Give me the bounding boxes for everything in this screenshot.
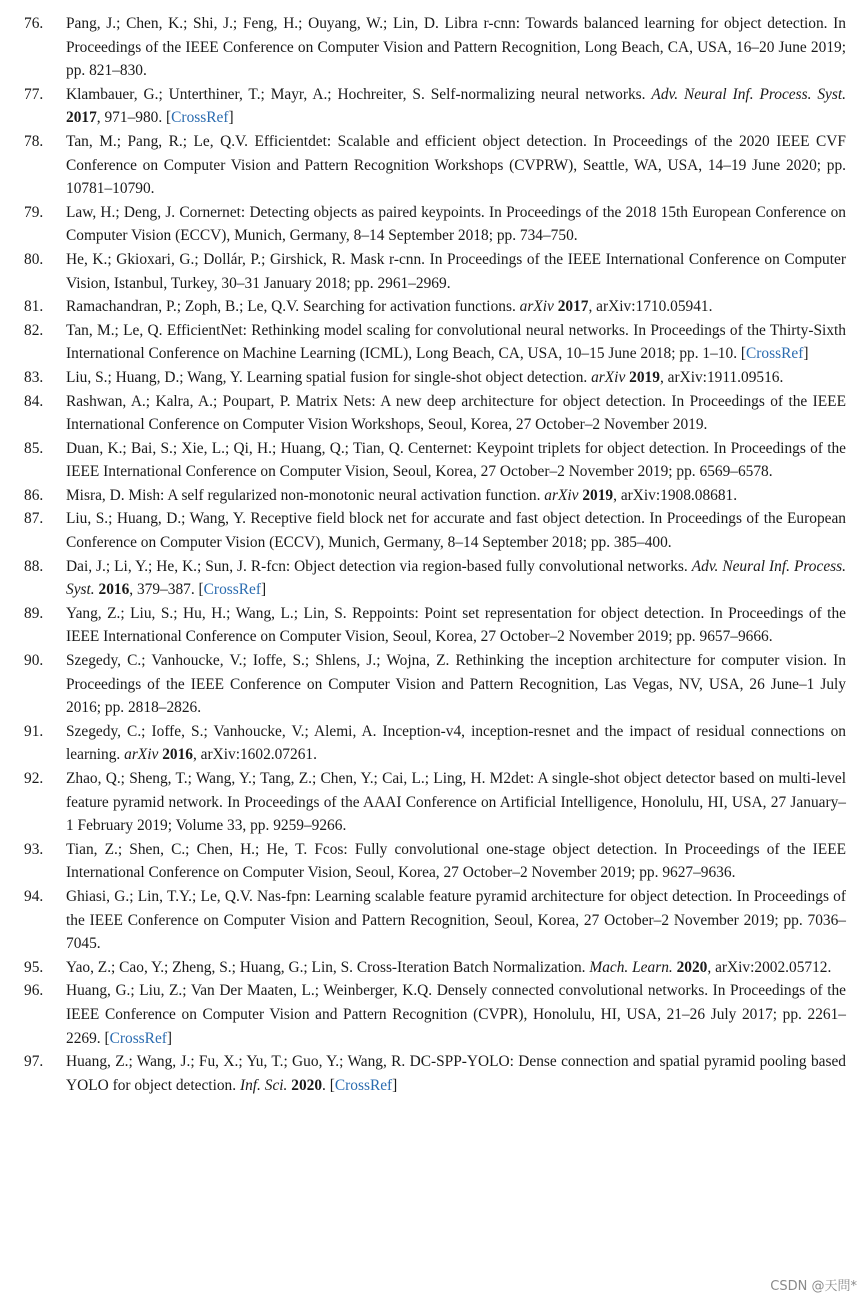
reference-text — [66, 723, 846, 764]
publication-year: 2020 — [291, 1076, 323, 1094]
reference-number: 81. — [24, 298, 44, 316]
reference-segment: , 379–387. [ — [129, 581, 204, 599]
journal-name: Adv. Neural Inf. Process. Syst. — [66, 557, 846, 599]
reference-item — [24, 437, 846, 484]
reference-text — [66, 888, 846, 952]
reference-number: 85. — [24, 439, 44, 457]
reference-segment: , arXiv:2002.05712. — [707, 958, 832, 976]
reference-number: 86. — [24, 486, 44, 504]
reference-text — [66, 959, 831, 976]
reference-item — [24, 484, 846, 508]
journal-name: Adv. Neural Inf. Process. Syst. — [651, 85, 846, 103]
reference-segment: Yang, Z.; Liu, S.; Hu, H.; Wang, L.; Lin, S. Reppoints: Point set representation for object detection. In Proceedings of the IEEE International Conference on Computer Vision, Seoul, Korea, 27 October–2 November 2019; pp. 9657–9666. — [66, 604, 846, 646]
reference-text — [66, 322, 846, 363]
reference-number: 89. — [24, 604, 44, 622]
reference-number: 90. — [24, 652, 44, 670]
reference-segment: Liu, S.; Huang, D.; Wang, Y. Receptive field block net for accurate and fast object detection. In Proceedings of the European Conference on Computer Vision (ECCV), Munich, Germany, 8–14 September 2018; pp. 385–400. — [66, 510, 846, 552]
reference-item — [24, 720, 846, 767]
reference-number: 97. — [24, 1053, 44, 1071]
reference-segment: Szegedy, C.; Ioffe, S.; Vanhoucke, V.; Alemi, A. Inception-v4, inception-resnet and the impact of residual connections on learning. — [66, 722, 846, 764]
reference-segment: , 971–980. [ — [96, 109, 172, 127]
reference-text — [66, 510, 846, 551]
reference-item — [24, 83, 846, 130]
reference-item — [24, 295, 846, 319]
reference-item — [24, 248, 846, 295]
reference-segment: ] — [260, 581, 267, 599]
reference-number: 94. — [24, 887, 44, 905]
reference-segment: Huang, G.; Liu, Z.; Van Der Maaten, L.; Weinberger, K.Q. Densely connected convolutional networks. In Proceedings of the IEEE Conference on Computer Vision and Pattern Recognition (CVPR), Honolulu, HI, USA, 21–26 July 2017; pp. 2261–2269. [ — [66, 982, 846, 1047]
journal-name: Inf. Sci. — [239, 1076, 288, 1094]
reference-item — [24, 507, 846, 554]
reference-number: 80. — [24, 250, 44, 268]
crossref-link[interactable]: CrossRef — [171, 109, 229, 127]
journal-name: arXiv — [591, 368, 626, 386]
reference-segment: Huang, Z.; Wang, J.; Fu, X.; Yu, T.; Guo, Y.; Wang, R. DC-SPP-YOLO: Dense connection and spatial pyramid pooling based YOLO for object detection. — [66, 1053, 846, 1094]
reference-segment: ] — [392, 1076, 398, 1094]
reference-number: 96. — [24, 982, 44, 1000]
reference-segment: ] — [228, 109, 234, 127]
reference-text — [66, 558, 846, 599]
reference-text — [66, 298, 712, 315]
reference-item — [24, 130, 846, 201]
reference-item — [24, 838, 846, 885]
reference-item — [24, 555, 846, 602]
reference-text — [66, 369, 783, 386]
reference-segment: Tan, M.; Le, Q. EfficientNet: Rethinking model scaling for convolutional neural networks. In Proceedings of the Thirty-Sixth International Conference on Machine Learning (ICML), Long Beach, CA, USA, 10–15 June 2018; pp. 1–10. [ — [66, 321, 846, 363]
reference-list — [24, 12, 846, 1097]
reference-number: 82. — [24, 321, 44, 339]
reference-number: 92. — [24, 770, 44, 787]
publication-year: 2019 — [582, 486, 614, 504]
reference-text — [66, 86, 846, 127]
reference-item — [24, 12, 846, 83]
reference-segment: ] — [803, 345, 809, 363]
reference-text — [66, 770, 846, 834]
reference-segment: Rashwan, A.; Kalra, A.; Poupart, P. Matrix Nets: A new deep architecture for object detection. In Proceedings of the IEEE International Conference on Computer Vision Workshops, Seoul, Korea, 27 October–2 November 2019. — [66, 392, 846, 434]
reference-text — [66, 1053, 846, 1094]
reference-segment: Yao, Z.; Cao, Y.; Zheng, S.; Huang, G.; Lin, S. Cross-Iteration Batch Normalization. — [66, 958, 590, 976]
reference-segment: Szegedy, C.; Vanhoucke, V.; Ioffe, S.; Shlens, J.; Wojna, Z. Rethinking the inception architecture for computer vision. In Proceedings of the IEEE Conference on Computer Vision and Pattern Recognition, Las Vegas, NV, USA, 26 June–1 July 2016; pp. 2818–2826. — [66, 652, 846, 717]
journal-name: arXiv — [124, 746, 159, 764]
publication-year: 2016 — [162, 746, 193, 764]
journal-name: Mach. Learn. — [589, 958, 673, 976]
reference-number: 77. — [24, 85, 44, 103]
reference-segment: Liu, S.; Huang, D.; Wang, Y. Learning spatial fusion for single-shot object detection. — [66, 368, 592, 386]
reference-segment: Pang, J.; Chen, K.; Shi, J.; Feng, H.; Ouyang, W.; Lin, D. Libra r-cnn: Towards balanced learning for object detection. In Proceedings of the IEEE Conference on Computer Vision and Pattern Recognition, Long Beach, CA, USA, 16–20 June 2019; pp. 821–830. — [66, 15, 846, 80]
publication-year: 2017 — [66, 109, 97, 127]
reference-segment: Tian, Z.; Shen, C.; Chen, H.; He, T. Fcos: Fully convolutional one-stage object detection. In Proceedings of the IEEE International Conference on Computer Vision, Seoul, Korea, 27 October–2 November 2019; pp. 9627–9636. — [66, 840, 846, 882]
reference-segment: Law, H.; Deng, J. Cornernet: Detecting objects as paired keypoints. In Proceedings of the 2018 15th European Conference on Computer Vision (ECCV), Munich, Germany, 8–14 September 2018; pp. 734–750. — [66, 203, 846, 245]
reference-number: 87. — [24, 510, 44, 528]
reference-number: 76. — [24, 15, 44, 32]
reference-number: 88. — [24, 557, 44, 575]
reference-segment: Ramachandran, P.; Zoph, B.; Le, Q.V. Searching for activation functions. — [66, 298, 520, 316]
reference-text — [66, 440, 846, 481]
reference-segment: , arXiv:1908.08681. — [613, 486, 738, 504]
crossref-link[interactable]: CrossRef — [203, 581, 261, 599]
reference-item — [24, 767, 846, 838]
reference-segment: Dai, J.; Li, Y.; He, K.; Sun, J. R-fcn: Object detection via region-based fully convolutional networks. — [66, 557, 692, 575]
reference-segment: ] — [166, 1029, 173, 1047]
reference-number: 78. — [24, 132, 44, 150]
reference-item — [24, 319, 846, 366]
reference-text — [66, 487, 737, 504]
reference-text — [66, 982, 846, 1046]
reference-text — [66, 251, 846, 292]
crossref-link[interactable]: CrossRef — [334, 1076, 393, 1094]
crossref-link[interactable]: CrossRef — [746, 345, 804, 363]
reference-item — [24, 1050, 846, 1097]
reference-segment: , arXiv:1911.09516. — [659, 368, 784, 386]
reference-item — [24, 366, 846, 390]
reference-item — [24, 956, 846, 980]
reference-segment: Duan, K.; Bai, S.; Xie, L.; Qi, H.; Huang, Q.; Tian, Q. Centernet: Keypoint triplets for object detection. In Proceedings of the IEEE International Conference on Computer Vision, Seoul, Korea, 27 October–2 November 2019; pp. 6569–6578. — [66, 439, 846, 481]
reference-number: 95. — [24, 958, 44, 976]
reference-text — [66, 652, 846, 716]
reference-item — [24, 201, 846, 248]
reference-text — [66, 393, 846, 434]
reference-segment: , arXiv:1602.07261. — [192, 746, 317, 764]
reference-item — [24, 602, 846, 649]
publication-year: 2017 — [557, 298, 589, 316]
reference-segment: , arXiv:1710.05941. — [588, 298, 713, 316]
reference-number: 93. — [24, 840, 44, 858]
reference-item — [24, 390, 846, 437]
reference-segment: Klambauer, G.; Unterthiner, T.; Mayr, A.; Hochreiter, S. Self-normalizing neural networks. — [66, 85, 652, 103]
journal-name: arXiv — [544, 486, 579, 504]
reference-number: 83. — [24, 368, 44, 386]
reference-item — [24, 979, 846, 1050]
journal-name: arXiv — [519, 298, 554, 316]
watermark: CSDN @天問* — [770, 1279, 857, 1294]
reference-item — [24, 885, 846, 956]
reference-number: 79. — [24, 203, 44, 221]
publication-year: 2016 — [98, 581, 130, 599]
crossref-link[interactable]: CrossRef — [109, 1029, 167, 1047]
reference-text — [66, 204, 846, 245]
publication-year: 2020 — [676, 958, 708, 976]
reference-segment: He, K.; Gkioxari, G.; Dollár, P.; Girshick, R. Mask r-cnn. In Proceedings of the IEEE International Conference on Computer Vision, Istanbul, Turkey, 30–31 January 2018; pp. 2961–2969. — [66, 250, 846, 292]
reference-number: 84. — [24, 392, 44, 410]
reference-item — [24, 649, 846, 720]
reference-segment: Misra, D. Mish: A self regularized non-monotonic neural activation function. — [66, 486, 545, 504]
reference-number: 91. — [24, 722, 44, 740]
reference-text — [66, 133, 846, 197]
reference-text — [66, 841, 846, 882]
reference-segment: Tan, M.; Pang, R.; Le, Q.V. Efficientdet: Scalable and efficient object detection. In Proceedings of the 2020 IEEE CVF Conference on Computer Vision and Pattern Recognition Workshops (CVPRW), Seattle, WA, USA, 14–19 June 2020; pp. 10781–10790. — [66, 132, 846, 198]
reference-text — [66, 605, 846, 646]
reference-segment: . [ — [322, 1076, 335, 1094]
publication-year: 2019 — [629, 368, 660, 386]
reference-text — [66, 15, 846, 79]
reference-segment: Zhao, Q.; Sheng, T.; Wang, Y.; Tang, Z.; Chen, Y.; Cai, L.; Ling, H. M2det: A single-shot object detector based on multi-level feature pyramid network. In Proceedings of the AAAI Conference on Artificial Intelligence, Honolulu, HI, USA, 27 January–1 February 2019; Volume 33, pp. 9259–9266. — [66, 770, 846, 835]
reference-segment: Ghiasi, G.; Lin, T.Y.; Le, Q.V. Nas-fpn: Learning scalable feature pyramid architecture for object detection. In Proceedings of the IEEE Conference on Computer Vision and Pattern Recognition, Seoul, Korea, 27 October–2 November 2019; pp. 7036–7045. — [66, 887, 846, 953]
